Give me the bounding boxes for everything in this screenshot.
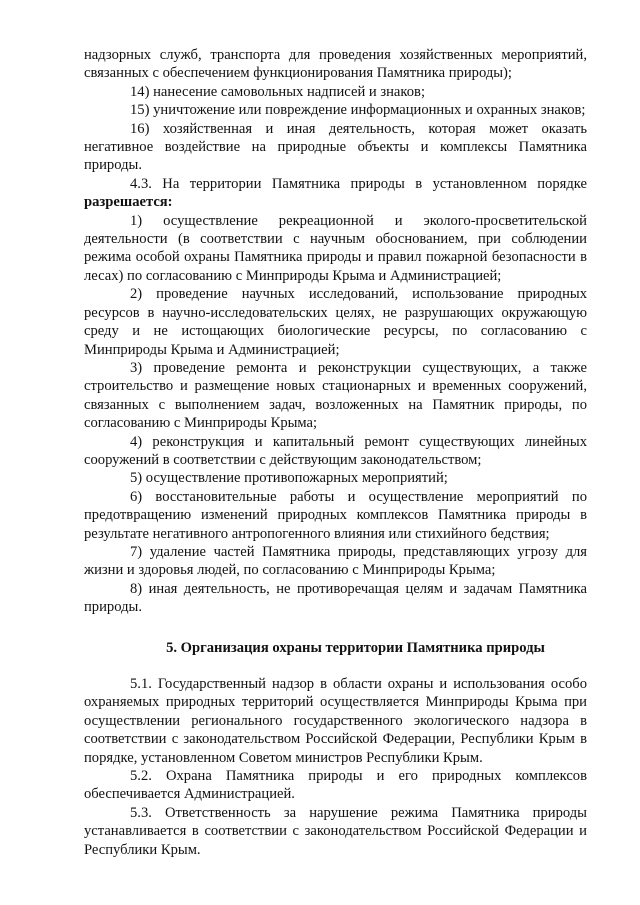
document-body [84,46,587,859]
prohibited-item-14: 14) нанесение самовольных надписей и знаков; [130,83,426,100]
permitted-item-5: 5) осуществление противопожарных мероприятий; [130,470,448,487]
permitted-item-8: 8) иная деятельность, не противоречащая целям и задачам Памятника природы. [84,580,587,616]
prohibited-item-16: 16) хозяйственная и иная деятельность, которая может оказать негативное воздействие на природные объекты и комплексы Памятника природы. [84,120,587,174]
permitted-item-4: 4) реконструкция и капитальный ремонт существующих линейных сооружений в соответствии с действующим законодательством; [84,433,587,468]
section-5-heading: 5. Организация охраны территории Памятника природы [166,639,545,656]
clause-5-3: 5.3. Ответственность за нарушение режима Памятника природы устанавливается в соответствии с законодательством Российской Федерации и Республики Крым. [84,804,587,858]
paragraph-continuation: надзорных служб, транспорта для проведения хозяйственных мероприятий, связанных с обеспечением функционирования Памятника природы); [84,47,587,82]
permitted-item-1: 1) осуществление рекреационной и эколого-просветительской деятельности (в соответствии с научным обоснованием, при соблюдении режима особой охраны Памятника природы и правил пожарной безопасности в лесах) по согласованию с Минприроды Крыма и Администрацией; [84,212,587,284]
permitted-item-2: 2) проведение научных исследований, использование природных ресурсов в научно-исследовательских целях, не разрушающих окружающую среду и не истощающих биологические ресурсы, по согласованию с Минприроды Крыма и Администрацией; [84,286,587,358]
clause-5-1: 5.1. Государственный надзор в области охраны и использования особо охраняемых природных территорий осуществляется Минприроды Крыма при осуществлении регионального государственного экологического надзора в соответствии с законодательством Российской Федерации, Республики Крым в порядке, установленном Советом министров Республики Крым. [84,676,587,766]
permitted-item-7: 7) удаление частей Памятника природы, представляющих угрозу для жизни и здоровья людей, по согласованию с Минприроды Крыма; [84,543,587,579]
clause-4-3-bold: разрешается: [84,194,173,211]
clause-5-2: 5.2. Охрана Памятника природы и его природных комплексов обеспечивается Администрацией. [84,768,587,803]
clause-4-3-text: 4.3. На территории Памятника природы в установленном порядке [130,175,587,192]
prohibited-item-15: 15) уничтожение или повреждение информационных и охранных знаков; [130,102,586,119]
permitted-item-6: 6) восстановительные работы и осуществление мероприятий по предотвращению изменений природных комплексов Памятника природы в результате негативного антропогенного влияния или стихийного бедствия; [84,488,587,542]
clause-4-3 [84,175,587,212]
permitted-item-3: 3) проведение ремонта и реконструкции существующих, а также строительство и размещение новых стационарных и временных сооружений, связанных с выполнением задач, возложенных на Памятник природы, по согласованию с Минприроды Крыма; [84,359,587,432]
